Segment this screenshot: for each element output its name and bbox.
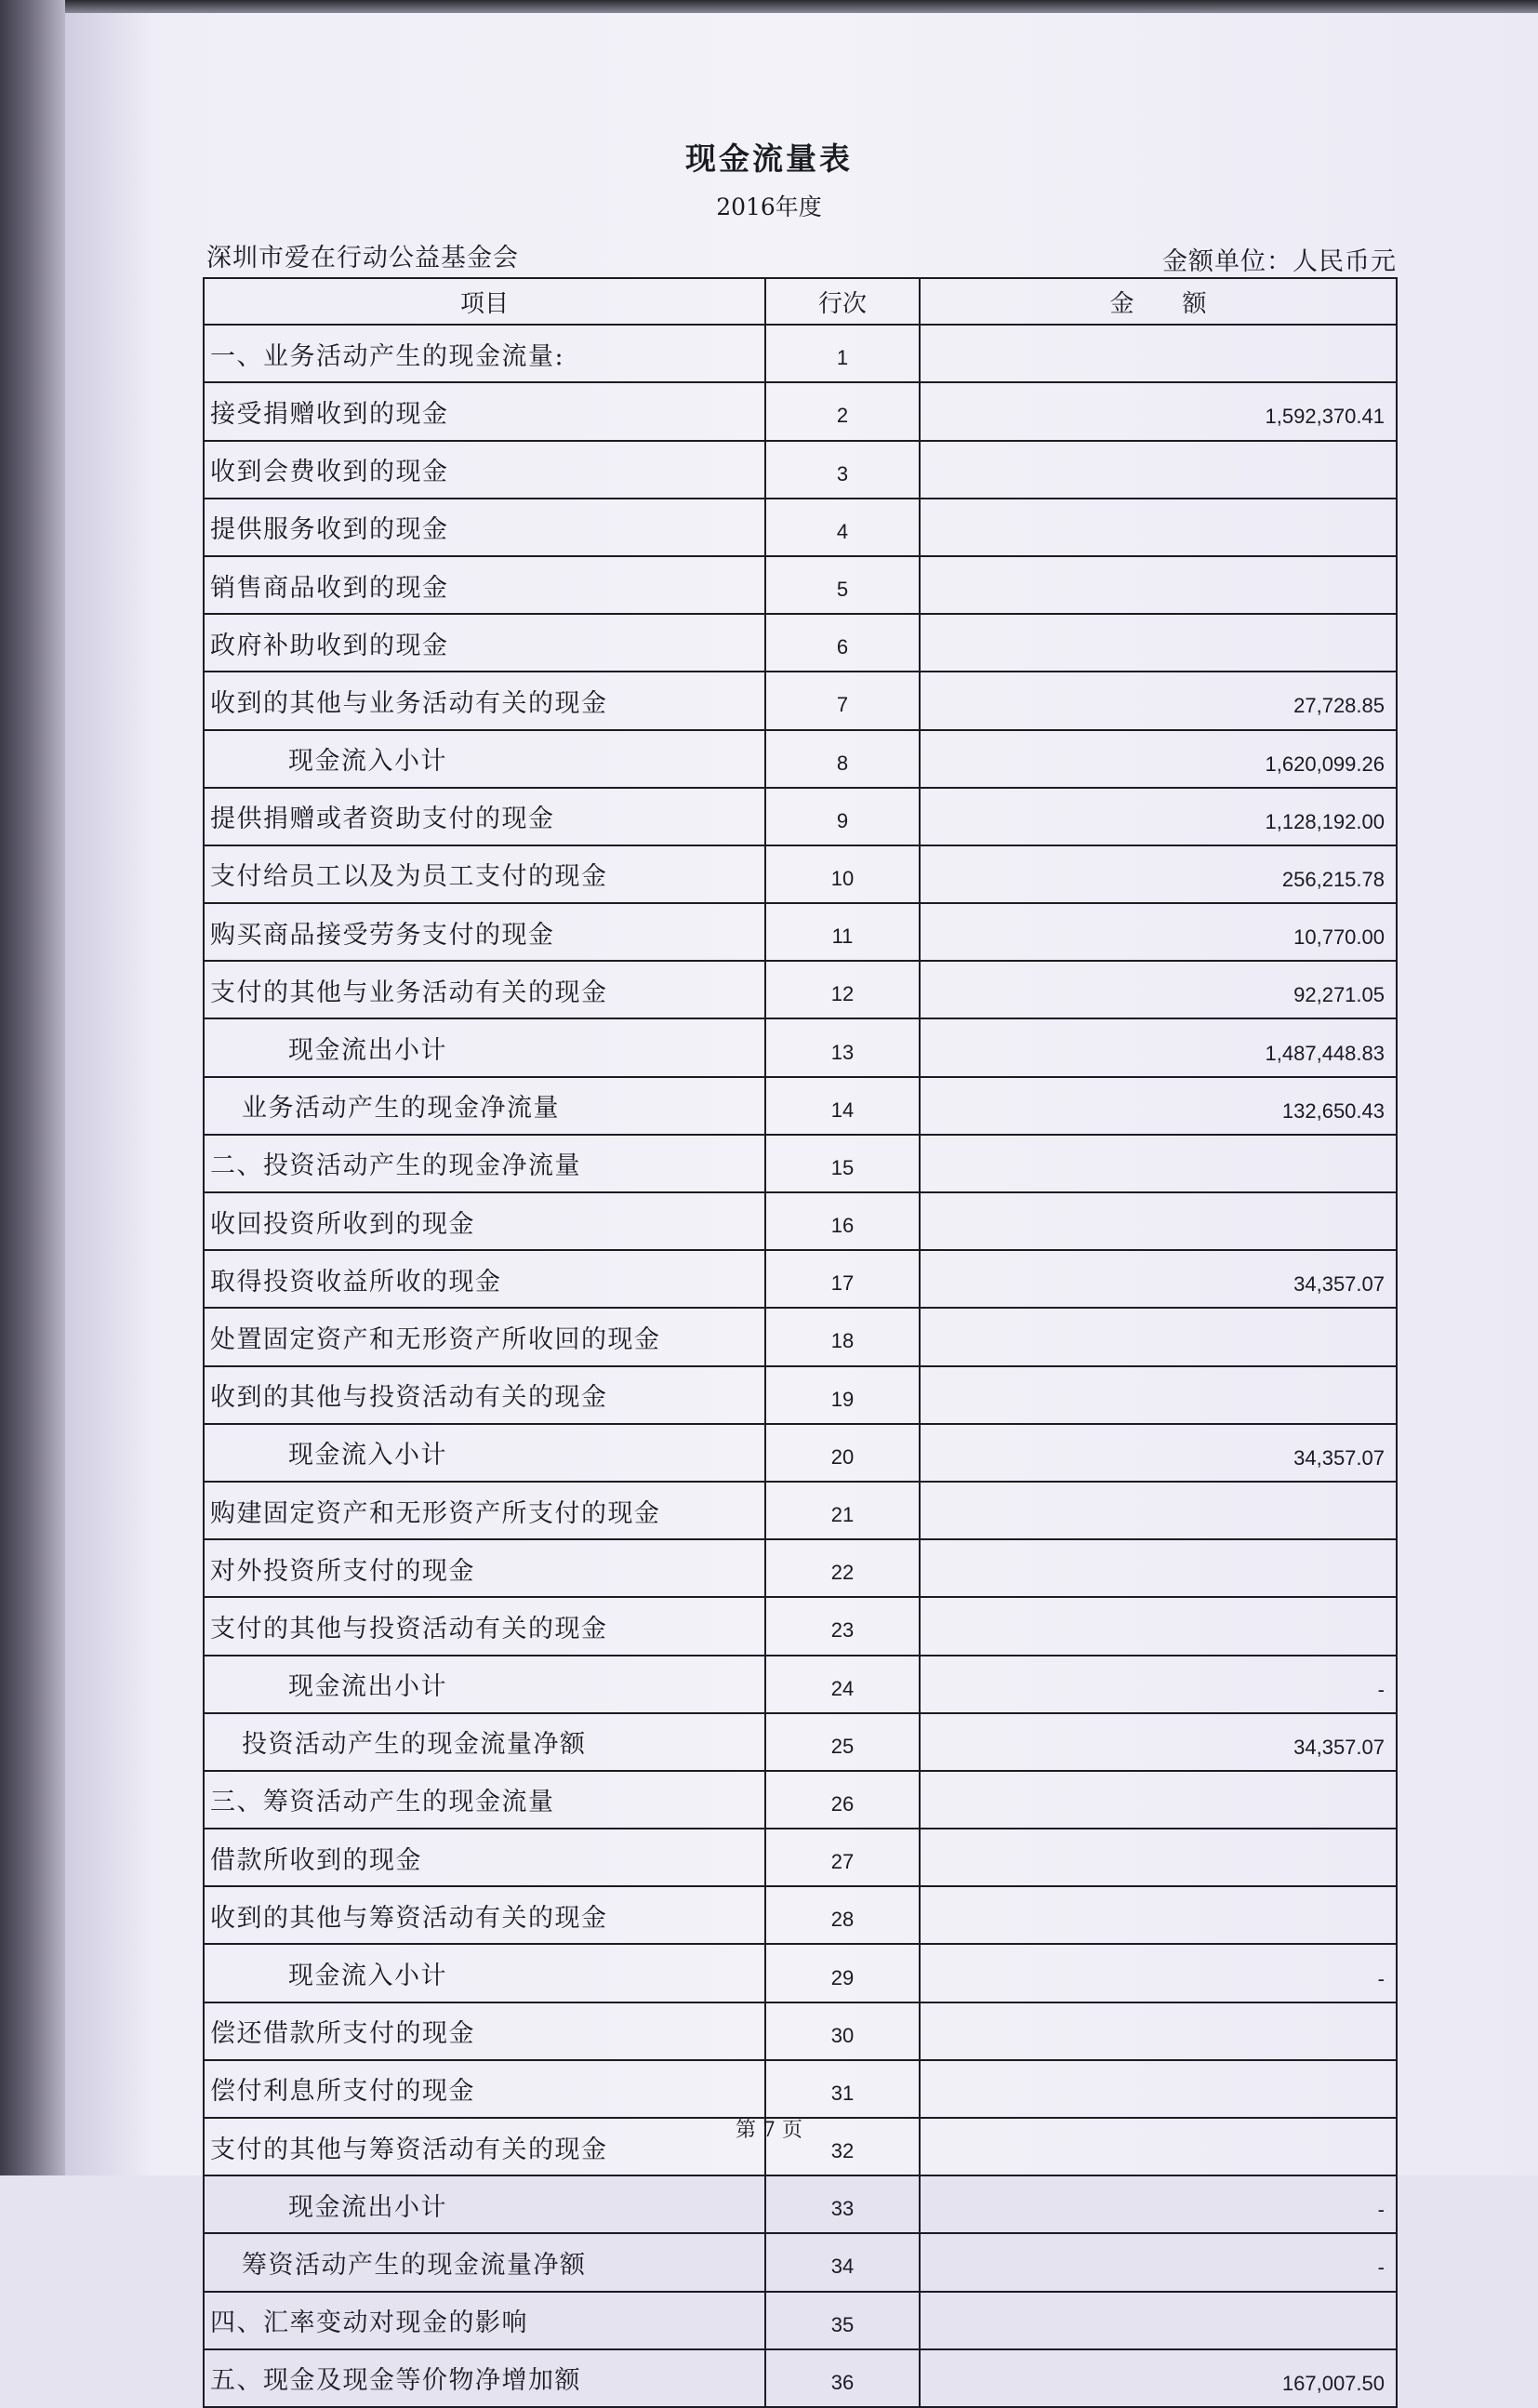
- row-line-number: 20: [765, 1424, 920, 1482]
- row-amount: [920, 556, 1397, 614]
- row-item-label: 偿还借款所支付的现金: [204, 2002, 765, 2060]
- row-amount: 34,357.07: [920, 1250, 1397, 1308]
- table-row: [204, 2349, 1397, 2407]
- row-line-number: 28: [765, 1886, 920, 1944]
- row-amount: -: [920, 1944, 1397, 2002]
- row-item-label: 收到的其他与业务活动有关的现金: [204, 672, 765, 729]
- row-line-number: 18: [765, 1308, 920, 1365]
- row-line-number: 9: [765, 788, 920, 845]
- row-line-number: 36: [765, 2349, 920, 2407]
- row-item-label: 销售商品收到的现金: [204, 556, 765, 614]
- row-line-number: 14: [765, 1077, 920, 1135]
- row-line-number: 24: [765, 1656, 920, 1713]
- row-item-label: 偿付利息所支付的现金: [204, 2060, 765, 2118]
- row-amount: -: [920, 2233, 1397, 2291]
- row-item-label: 借款所收到的现金: [204, 1829, 765, 1886]
- row-item-label: 支付的其他与业务活动有关的现金: [204, 961, 765, 1018]
- row-line-number: 13: [765, 1018, 920, 1076]
- scan-top-edge: [0, 0, 1538, 13]
- row-amount: [920, 325, 1397, 382]
- row-item-label: 四、汇率变动对现金的影响: [204, 2292, 765, 2349]
- document-period: 2016年度: [716, 193, 822, 220]
- row-item-label: 业务活动产生的现金净流量: [204, 1077, 765, 1135]
- row-item-label: 收到的其他与投资活动有关的现金: [204, 1366, 765, 1424]
- row-amount: 167,007.50: [920, 2349, 1397, 2407]
- row-line-number: 21: [765, 1482, 920, 1539]
- row-line-number: 17: [765, 1250, 920, 1308]
- row-item-label: 购买商品接受劳务支付的现金: [204, 903, 765, 961]
- row-line-number: 1: [765, 325, 920, 382]
- table-row: [204, 1597, 1397, 1655]
- row-amount: [920, 2002, 1397, 2060]
- row-line-number: 22: [765, 1539, 920, 1597]
- row-item-label: 筹资活动产生的现金流量净额: [204, 2233, 765, 2291]
- row-item-label: 现金流入小计: [204, 730, 765, 788]
- table-row: [204, 1366, 1397, 1424]
- table-row: [204, 2060, 1397, 2118]
- row-item-label: 现金流出小计: [204, 1018, 765, 1076]
- row-amount: 92,271.05: [920, 961, 1397, 1018]
- organization-name: 深圳市爱在行动公益基金会: [206, 244, 519, 273]
- row-amount: -: [920, 1656, 1397, 1713]
- row-line-number: 11: [765, 903, 920, 961]
- row-line-number: 35: [765, 2292, 920, 2349]
- row-amount: [920, 1366, 1397, 1424]
- row-item-label: 收回投资所收到的现金: [204, 1192, 765, 1250]
- page-number: 第 7 页: [736, 2119, 802, 2142]
- row-item-label: 收到的其他与筹资活动有关的现金: [204, 1886, 765, 1944]
- table-row: [204, 1713, 1397, 1771]
- currency-unit: 金额单位：人民币元: [1162, 247, 1397, 276]
- table-row: [204, 2175, 1397, 2233]
- cash-flow-table: [203, 277, 1398, 2408]
- row-amount: 1,592,370.41: [920, 382, 1397, 440]
- row-line-number: 4: [765, 499, 920, 556]
- table-row: [204, 2002, 1397, 2060]
- row-item-label: 五、现金及现金等价物净增加额: [204, 2349, 765, 2407]
- row-amount: 34,357.07: [920, 1713, 1397, 1771]
- row-item-label: 一、业务活动产生的现金流量:: [204, 325, 765, 382]
- row-amount: [920, 499, 1397, 556]
- row-line-number: 33: [765, 2175, 920, 2233]
- table-row: [204, 672, 1397, 729]
- row-line-number: 27: [765, 1829, 920, 1886]
- table-header-row: [204, 278, 1397, 325]
- row-amount: 34,357.07: [920, 1424, 1397, 1482]
- row-line-number: 8: [765, 730, 920, 788]
- row-item-label: 三、筹资活动产生的现金流量: [204, 1771, 765, 1829]
- row-line-number: 7: [765, 672, 920, 729]
- row-amount: [920, 1597, 1397, 1655]
- row-item-label: 现金流入小计: [204, 1944, 765, 2002]
- row-item-label: 支付的其他与投资活动有关的现金: [204, 1597, 765, 1655]
- row-item-label: 提供捐赠或者资助支付的现金: [204, 788, 765, 845]
- row-amount: [920, 2292, 1397, 2349]
- table-row: [204, 1308, 1397, 1365]
- row-amount: [920, 1308, 1397, 1365]
- table-row: [204, 1944, 1397, 2002]
- row-amount: [920, 1192, 1397, 1250]
- table-row: [204, 614, 1397, 672]
- row-line-number: 6: [765, 614, 920, 672]
- row-amount: 1,128,192.00: [920, 788, 1397, 845]
- table-row: [204, 499, 1397, 556]
- row-item-label: 对外投资所支付的现金: [204, 1539, 765, 1597]
- row-line-number: 15: [765, 1135, 920, 1192]
- table-row: [204, 1018, 1397, 1076]
- row-item-label: 政府补助收到的现金: [204, 614, 765, 672]
- table-row: [204, 1424, 1397, 1482]
- row-amount: 10,770.00: [920, 903, 1397, 961]
- row-line-number: 23: [765, 1597, 920, 1655]
- table-row: [204, 2233, 1397, 2291]
- row-amount: 132,650.43: [920, 1077, 1397, 1135]
- table-row: [204, 730, 1397, 788]
- table-row: [204, 2292, 1397, 2349]
- table-row: [204, 556, 1397, 614]
- table-row: [204, 1829, 1397, 1886]
- row-amount: [920, 1829, 1397, 1886]
- row-item-label: 收到会费收到的现金: [204, 441, 765, 499]
- header-item: 项目: [204, 278, 765, 325]
- row-amount: [920, 1886, 1397, 1944]
- table-row: [204, 961, 1397, 1018]
- row-line-number: 3: [765, 441, 920, 499]
- table-row: [204, 845, 1397, 903]
- table-row: [204, 441, 1397, 499]
- header-line-number: 行次: [765, 278, 920, 325]
- row-item-label: 提供服务收到的现金: [204, 499, 765, 556]
- row-item-label: 现金流出小计: [204, 1656, 765, 1713]
- row-amount: [920, 441, 1397, 499]
- table-row: [204, 325, 1397, 382]
- book-gutter-shadow: [0, 0, 65, 2175]
- row-item-label: 投资活动产生的现金流量净额: [204, 1713, 765, 1771]
- table-row: [204, 1482, 1397, 1539]
- row-item-label: 二、投资活动产生的现金净流量: [204, 1135, 765, 1192]
- row-item-label: 购建固定资产和无形资产所支付的现金: [204, 1482, 765, 1539]
- row-line-number: 19: [765, 1366, 920, 1424]
- row-line-number: 12: [765, 961, 920, 1018]
- row-line-number: 31: [765, 2060, 920, 2118]
- row-amount: [920, 1539, 1397, 1597]
- row-amount: [920, 614, 1397, 672]
- document-title: 现金流量表: [685, 140, 853, 177]
- table-row: [204, 1250, 1397, 1308]
- row-amount: 1,620,099.26: [920, 730, 1397, 788]
- table-row: [204, 1135, 1397, 1192]
- row-item-label: 处置固定资产和无形资产所收回的现金: [204, 1308, 765, 1365]
- row-line-number: 5: [765, 556, 920, 614]
- row-line-number: 30: [765, 2002, 920, 2060]
- row-line-number: 16: [765, 1192, 920, 1250]
- row-item-label: 支付的其他与筹资活动有关的现金: [204, 2118, 765, 2175]
- row-amount: [920, 1135, 1397, 1192]
- row-amount: -: [920, 2175, 1397, 2233]
- row-amount: [920, 2060, 1397, 2118]
- table-row: [204, 1077, 1397, 1135]
- table-row: [204, 382, 1397, 440]
- row-item-label: 支付给员工以及为员工支付的现金: [204, 845, 765, 903]
- row-line-number: 10: [765, 845, 920, 903]
- row-line-number: 32: [765, 2118, 920, 2175]
- row-amount: 1,487,448.83: [920, 1018, 1397, 1076]
- row-amount: 256,215.78: [920, 845, 1397, 903]
- row-line-number: 25: [765, 1713, 920, 1771]
- row-amount: [920, 1771, 1397, 1829]
- row-item-label: 现金流出小计: [204, 2175, 765, 2233]
- header-amount: 金 额: [920, 278, 1397, 325]
- row-line-number: 26: [765, 1771, 920, 1829]
- table-row: [204, 1192, 1397, 1250]
- table-row: [204, 1539, 1397, 1597]
- row-item-label: 取得投资收益所收的现金: [204, 1250, 765, 1308]
- row-amount: [920, 1482, 1397, 1539]
- row-line-number: 2: [765, 382, 920, 440]
- row-line-number: 34: [765, 2233, 920, 2291]
- table-row: [204, 1656, 1397, 1713]
- row-amount: 27,728.85: [920, 672, 1397, 729]
- table-row: [204, 903, 1397, 961]
- table-row: [204, 788, 1397, 845]
- table-row: [204, 1771, 1397, 1829]
- row-line-number: 29: [765, 1944, 920, 2002]
- row-item-label: 接受捐赠收到的现金: [204, 382, 765, 440]
- row-item-label: 现金流入小计: [204, 1424, 765, 1482]
- table-row: [204, 1886, 1397, 1944]
